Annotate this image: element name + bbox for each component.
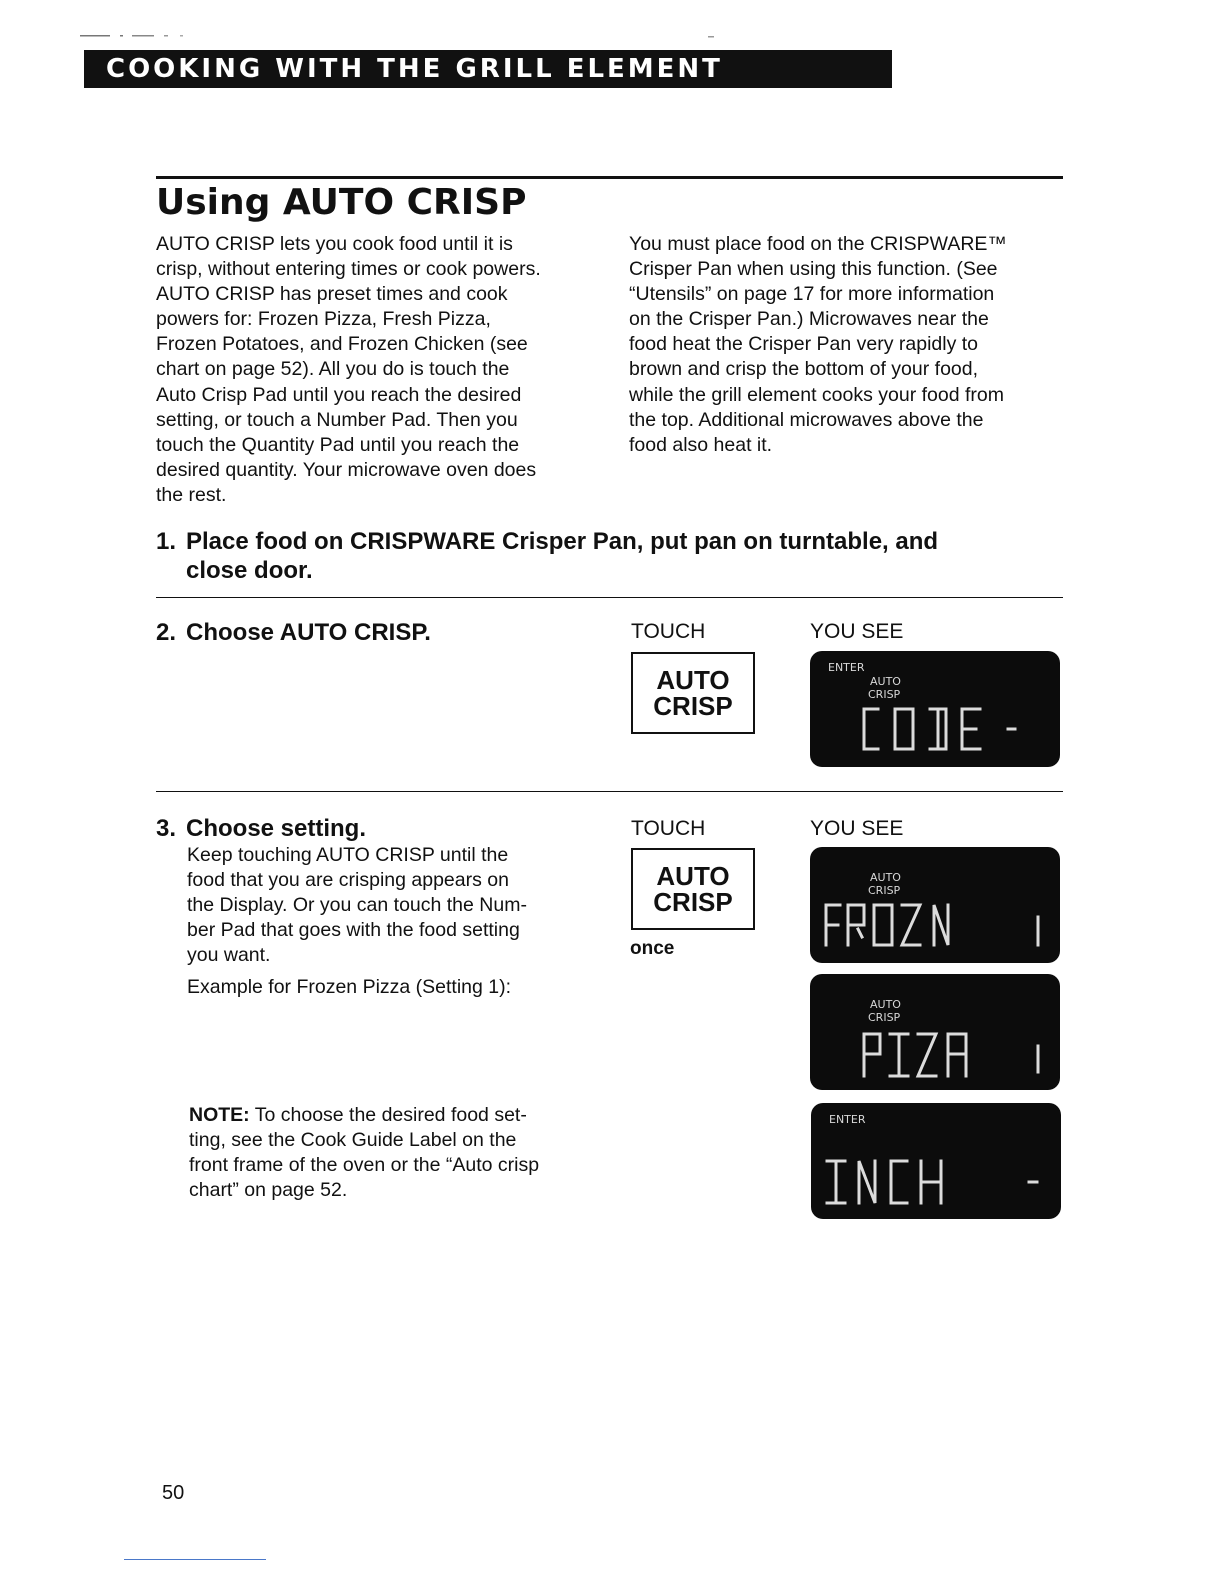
scan-speckles <box>80 33 720 39</box>
text-line: food that you are crisping appears on <box>187 869 509 892</box>
segment-text-code <box>864 709 1015 749</box>
page-number: 50 <box>162 1482 185 1504</box>
text-line: while the grill element cooks your food from <box>629 383 1005 406</box>
divider <box>156 791 1063 792</box>
text-line: desired quantity. Your microwave oven does <box>156 458 537 481</box>
text-line: ting, see the Cook Guide Label on the <box>189 1129 517 1152</box>
touch-label: TOUCH <box>631 817 706 840</box>
segment-text-inch <box>827 1161 1037 1203</box>
display-text: PIZA 1 <box>810 974 814 975</box>
text-line: AUTO CRISP has preset times and cook <box>156 283 508 306</box>
step-number: 3. <box>156 815 177 842</box>
you-see-label: YOU SEE <box>810 817 904 840</box>
text-line: food heat the Crisper Pan very rapidly to <box>629 333 979 356</box>
display-pizza <box>810 974 1060 1090</box>
pad-label-line-2: CRISP <box>653 691 733 721</box>
step-2 <box>156 618 576 648</box>
indicator-enter: ENTER <box>829 1113 866 1126</box>
text-line: Auto Crisp Pad until you reach the desired <box>156 383 522 406</box>
indicator-crisp: CRISP <box>868 688 901 701</box>
text-line: To choose the desired food set- <box>249 1104 527 1126</box>
text-line: chart” on page 52. <box>189 1179 348 1202</box>
step-3 <box>156 814 576 844</box>
intro-left-paragraph <box>156 232 541 508</box>
step-1-line-2: close door. <box>186 557 313 584</box>
text-line: AUTO CRISP lets you cook food until it is <box>156 233 513 255</box>
indicator-auto: AUTO <box>870 998 901 1011</box>
text-line: you want. <box>187 944 271 967</box>
title-rule <box>156 176 1063 179</box>
text-line: crisp, without entering times or cook powers. <box>156 258 541 281</box>
text-line: the top. Additional microwaves above the <box>629 408 984 431</box>
note-paragraph <box>189 1103 539 1203</box>
step-3-title: Choose setting. <box>186 815 367 842</box>
indicator-enter: ENTER <box>828 661 865 674</box>
intro-right-paragraph <box>629 232 1007 458</box>
you-see-label: YOU SEE <box>810 620 904 643</box>
example-line: Example for Frozen Pizza (Setting 1): <box>187 976 512 999</box>
text-line: Crisper Pan when using this function. (See <box>629 258 998 281</box>
text-line: You must place food on the CRISPWARE™ <box>629 233 1007 255</box>
touch-label: TOUCH <box>631 620 706 643</box>
indicator-auto: AUTO <box>870 675 901 688</box>
display-frozen <box>810 847 1060 963</box>
text-line: chart on page 52). All you do is touch the <box>156 358 510 381</box>
indicator-crisp: CRISP <box>868 884 901 897</box>
text-line: front frame of the oven or the “Auto crisp <box>189 1154 540 1177</box>
display-text: INCH - <box>811 1103 815 1104</box>
indicator-crisp: CRISP <box>868 1011 901 1024</box>
note-label: NOTE: <box>189 1104 250 1126</box>
text-line: setting, or touch a Number Pad. Then you <box>156 408 518 431</box>
text-line: food also heat it. <box>629 433 773 456</box>
text-line: Frozen Potatoes, and Frozen Chicken (see <box>156 333 528 356</box>
segment-text-piza <box>864 1034 1038 1076</box>
display-text: FROZN 1 <box>810 847 815 848</box>
press-count: once <box>630 938 675 959</box>
banner-title: COOKING WITH THE GRILL ELEMENT <box>106 54 723 84</box>
text-line: the Display. Or you can touch the Num- <box>187 894 527 917</box>
text-line: on the Crisper Pan.) Microwaves near the <box>629 308 989 331</box>
step-1-line-1: Place food on CRISPWARE Crisper Pan, put pan on turntable, and <box>186 528 939 555</box>
section-banner <box>84 50 892 88</box>
text-line: powers for: Frozen Pizza, Fresh Pizza, <box>156 308 491 331</box>
step-number: 1. <box>156 528 177 555</box>
pad-label-line-1: AUTO <box>656 665 730 695</box>
text-line: ber Pad that goes with the food setting <box>187 919 520 942</box>
text-line: Keep touching AUTO CRISP until the <box>187 844 509 866</box>
step-number: 2. <box>156 619 177 646</box>
footer-rule <box>124 1559 266 1560</box>
text-line: the rest. <box>156 483 227 506</box>
display-text: CODE - <box>810 651 814 652</box>
pad-label-line-1: AUTO <box>656 861 730 891</box>
page-title: Using AUTO CRISP <box>156 182 527 223</box>
text-line: “Utensils” on page 17 for more information <box>629 283 995 306</box>
text-line: brown and crisp the bottom of your food, <box>629 358 979 381</box>
auto-crisp-pad[interactable] <box>631 848 755 930</box>
step-3-body <box>187 843 527 1001</box>
pad-label-line-2: CRISP <box>653 887 733 917</box>
divider <box>156 597 1063 598</box>
text-line: touch the Quantity Pad until you reach the <box>156 433 520 456</box>
segment-text-frozn <box>826 905 1038 945</box>
display-code <box>810 651 1060 767</box>
step-2-title: Choose AUTO CRISP. <box>186 619 431 646</box>
step-1 <box>156 527 1056 587</box>
indicator-auto: AUTO <box>870 871 901 884</box>
display-inch <box>811 1103 1061 1219</box>
auto-crisp-pad[interactable] <box>631 652 755 734</box>
